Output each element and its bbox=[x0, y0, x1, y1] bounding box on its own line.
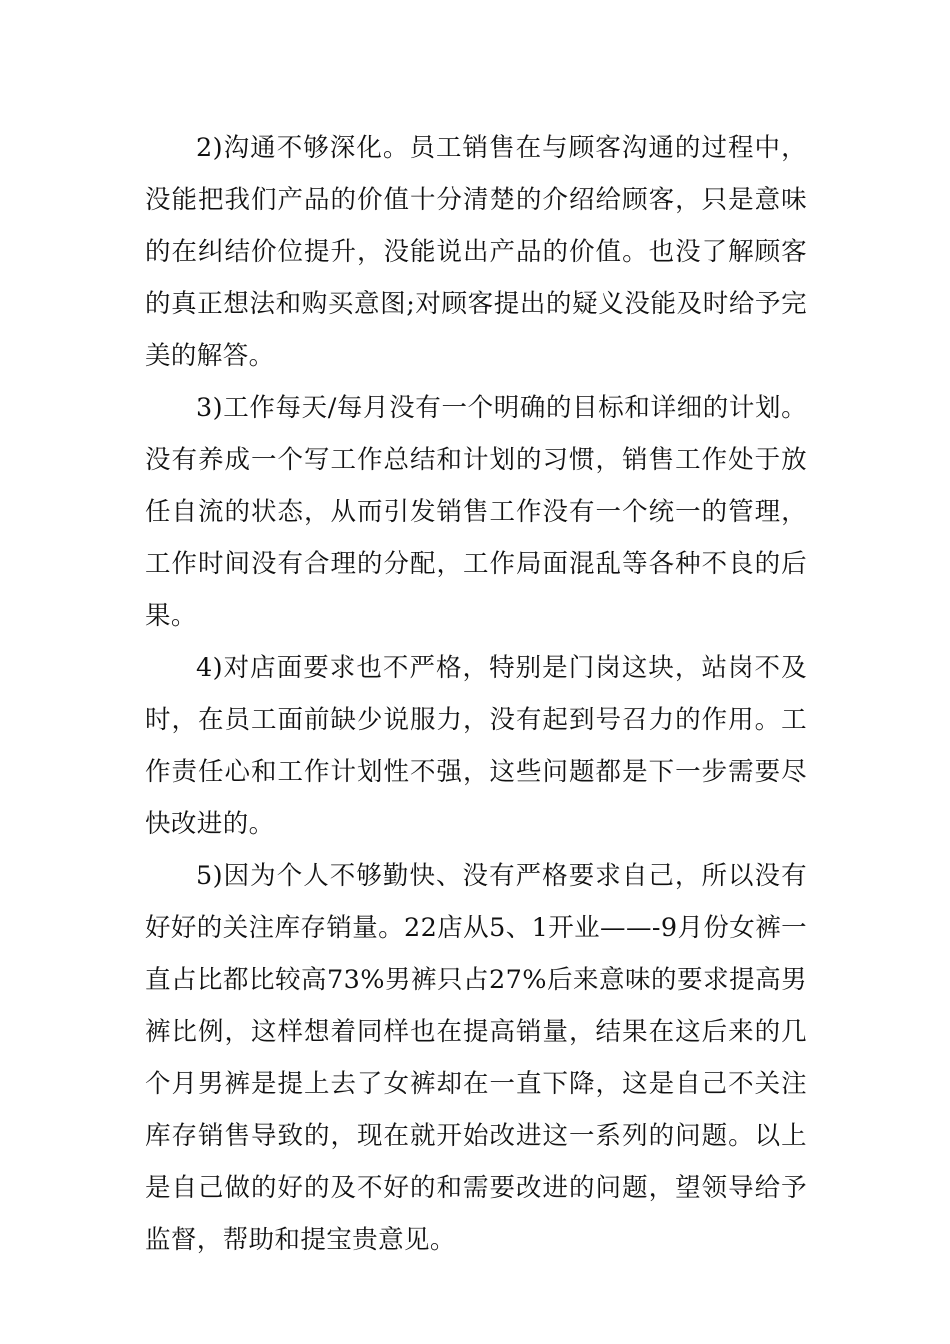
paragraph-communication: 2)沟通不够深化。员工销售在与顾客沟通的过程中，没能把我们产品的价值十分清楚的介绍给顾客，只是意味的在纠结价位提升，没能说出产品的价值。也没了解顾客的真正想法和购买意图;对顾客提出的疑义没能及时给予完美的解答。 bbox=[145, 133, 807, 371]
paragraph-store-requirements: 4)对店面要求也不严格，特别是门岗这块，站岗不及时，在员工面前缺少说服力，没有起到号召力的作用。工作责任心和工作计划性不强，这些问题都是下一步需要尽快改进的。 bbox=[145, 653, 807, 839]
paragraph-work-plan: 3)工作每天/每月没有一个明确的目标和详细的计划。没有养成一个写工作总结和计划的习惯，销售工作处于放任自流的状态，从而引发销售工作没有一个统一的管理，工作时间没有合理的分配，工作局面混乱等各种不良的后果。 bbox=[145, 393, 807, 631]
paragraph-inventory-sales: 5)因为个人不够勤快、没有严格要求自己，所以没有好好的关注库存销量。22店从5、1开业——-9月份女裤一直占比都比较高73%男裤只占27%后来意味的要求提高男裤比例，这样想着同样也在提高销量，结果在这后来的几个月男裤是提上去了女裤却在一直下降，这是自己不关注库存销售导致的，现在就开始改进这一系列的问题。以上是自己做的好的及不好的和需要改进的问题，望领导给予监督，帮助和提宝贵意见。 bbox=[145, 861, 807, 1255]
document-body bbox=[145, 122, 807, 1266]
